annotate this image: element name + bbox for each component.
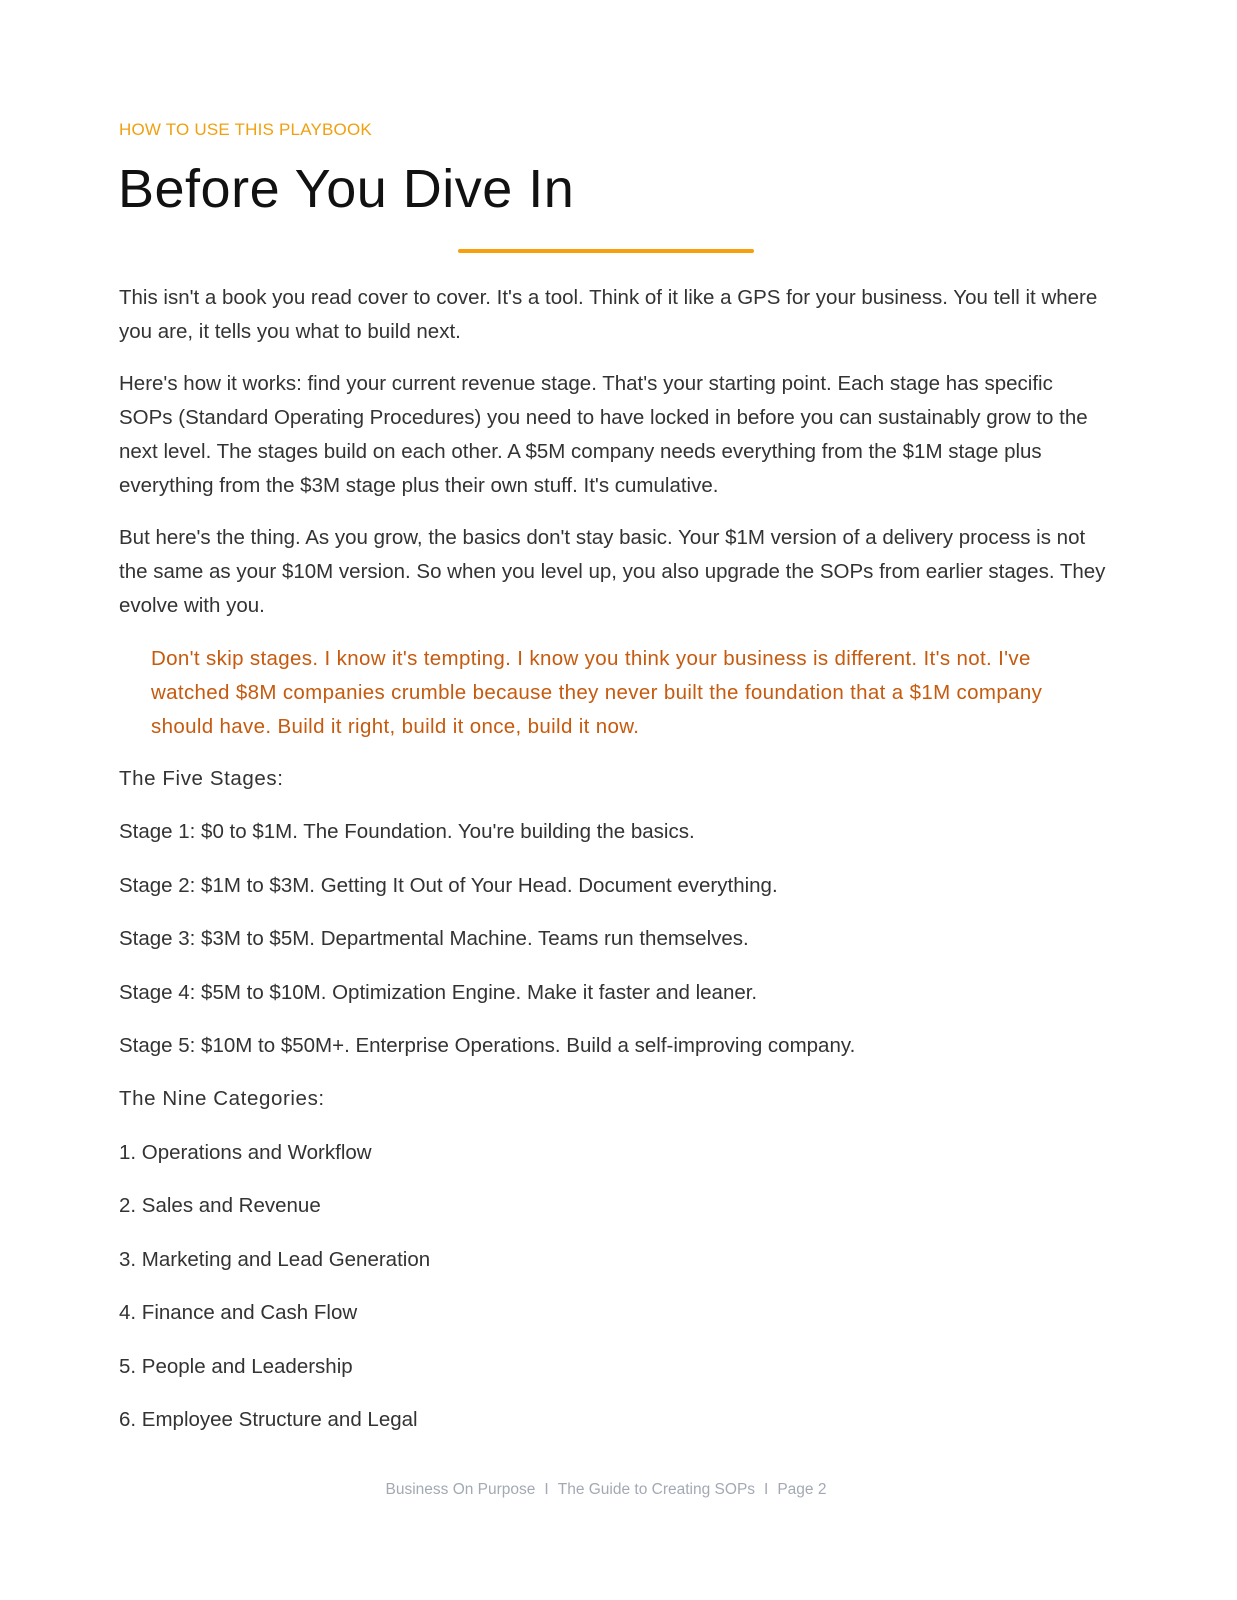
evolve-paragraph: But here's the thing. As you grow, the basics don't stay basic. Your $1M version of a delivery process is not the same as your $10M version. So when you level up, you also upgrade the SOPs from earlier stages. They evolve with you. [119,526,1106,617]
how-it-works-paragraph: Here's how it works: find your current revenue stage. That's your starting point. Each stage has specific SOPs (Standard Operating Procedures) you need to have locked in before you can sustainably grow to the next level. The stages build on each other. A $5M company needs everything from the $1M stage plus everything from the $3M stage plus their own stuff. It's cumulative. [119,372,1088,497]
stage-item: Stage 2: $1M to $3M. Getting It Out of Your Head. Document everything. [119,874,778,897]
categories-heading: The Nine Categories: [119,1087,325,1110]
stage-item: Stage 1: $0 to $1M. The Foundation. You're building the basics. [119,820,695,843]
category-item: 4. Finance and Cash Flow [119,1301,358,1324]
category-item: 1. Operations and Workflow [119,1141,372,1164]
category-item: 6. Employee Structure and Legal [119,1408,418,1431]
page-title: Before You Dive In [118,159,575,219]
footer-guide-title: The Guide to Creating SOPs [557,1481,756,1498]
footer-page-number: Page 2 [777,1481,827,1498]
title-underline-divider [458,249,754,253]
callout-quote: Don't skip stages. I know it's tempting. I know you think your business is different. It's not. I've watched $8M companies crumble because they never built the foundation that a $1M company should have. Build it right, build it once, build it now. [151,647,1043,738]
category-item: 2. Sales and Revenue [119,1194,321,1217]
footer-separator: I [764,1481,769,1498]
intro-paragraph: This isn't a book you read cover to cover. It's a tool. Think of it like a GPS for your business. You tell it where you are, it tells you what to build next. [119,286,1098,343]
stage-item: Stage 4: $5M to $10M. Optimization Engine. Make it faster and leaner. [119,981,758,1004]
category-item: 3. Marketing and Lead Generation [119,1248,431,1271]
stage-item: Stage 3: $3M to $5M. Departmental Machine. Teams run themselves. [119,927,749,950]
footer-separator: I [544,1481,549,1498]
footer-brand: Business On Purpose [385,1481,536,1498]
category-item: 5. People and Leadership [119,1355,353,1378]
section-eyebrow: HOW TO USE THIS PLAYBOOK [119,120,372,139]
page-footer [0,1481,1212,1499]
stage-item: Stage 5: $10M to $50M+. Enterprise Operations. Build a self-improving company. [119,1034,856,1057]
stages-heading: The Five Stages: [119,767,284,790]
